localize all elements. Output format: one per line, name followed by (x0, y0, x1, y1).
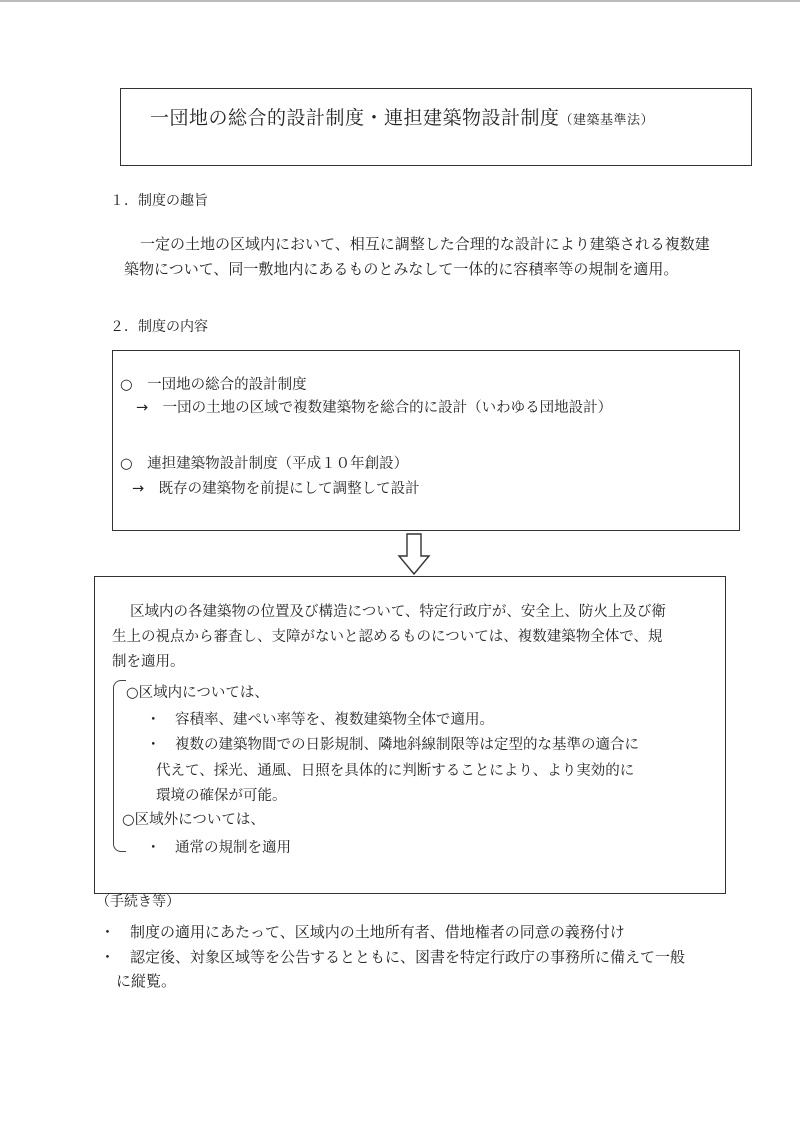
page-title (150, 103, 654, 130)
outside-heading: ○区域外については、 (122, 812, 265, 828)
system-item-2: ○ 連担建築物設計制度（平成１０年創設） (120, 456, 409, 472)
inside-cont-2: 環境の確保が可能。 (156, 788, 287, 804)
title-sub: （建築基準法） (559, 113, 655, 128)
down-arrow-icon (397, 532, 431, 576)
title-main: 一団地の総合的設計制度・連担建築物設計制度 (150, 107, 560, 129)
procedures-heading: （手続き等） (96, 894, 180, 910)
inside-heading: ○区域内については、 (126, 685, 269, 701)
section2-heading: ２．制度の内容 (110, 319, 208, 335)
inside-cont-1: 代えて、採光、通風、日照を具体的に判断することにより、より実効的に (156, 763, 635, 779)
scan-top-edge (0, 0, 800, 2)
result-line-2: 生上の視点から審査し、支障がないと認めるものについては、複数建築物全体で、規 (112, 629, 663, 645)
system-item-1: ○ 一団地の総合的設計制度 (120, 377, 307, 393)
system-item-2-desc: → 既存の建築物を前提にして調整して設計 (132, 481, 420, 497)
section1-line-1: 一定の土地の区域内において、相互に調整した合理的な設計により建築される複数建 (140, 235, 710, 253)
procedure-item-1: ・ 制度の適用にあたって、区域内の土地所有者、借地権者の同意の義務付け (100, 923, 625, 941)
section1-heading: １．制度の趣旨 (110, 193, 208, 209)
result-line-1: 区域内の各建築物の位置及び構造について、特定行政庁が、安全上、防火上及び衛 (130, 604, 666, 620)
inside-item-1: ・ 容積率、建ぺい率等を、複数建築物全体で適用。 (146, 712, 494, 728)
procedure-item-2-cont: に縦覧。 (116, 972, 177, 990)
outside-item-1: ・ 通常の規制を適用 (146, 840, 291, 856)
procedure-item-2: ・ 認定後、対象区域等を公告するとともに、図書を特定行政庁の事務所に備えて一般 (100, 948, 686, 966)
inside-item-2: ・ 複数の建築物間での日影規制、隣地斜線制限等は定型的な基準の適合に (146, 737, 639, 753)
result-line-3: 制を適用。 (112, 654, 185, 670)
system-item-1-desc: → 一団の土地の区域で複数建築物を総合的に設計（いわゆる団地設計） (136, 400, 613, 416)
section1-line-2: 築物について、同一敷地内にあるものとみなして一体的に容積率等の規制を適用。 (124, 260, 679, 278)
